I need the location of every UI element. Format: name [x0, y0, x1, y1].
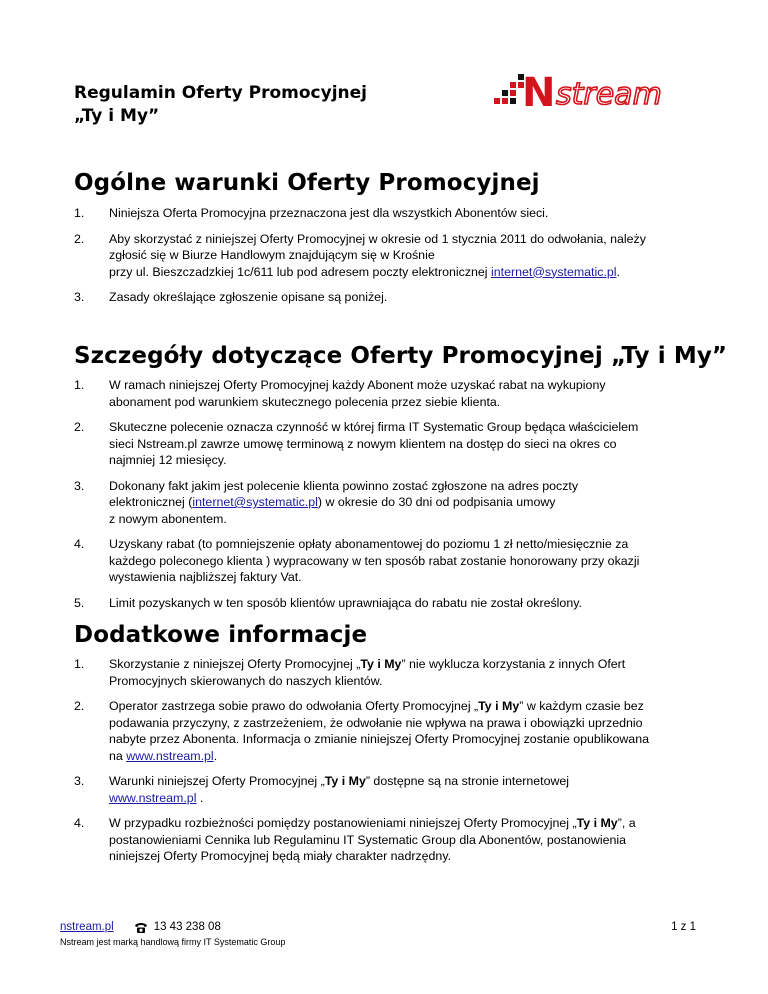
list-item: 4. W przypadku rozbieżności pomiędzy postanowieniami niniejszej Oferty Promocyjnej „Ty i My”, a postanowieniami Cennika lub Regulaminu IT Systematic Group dla Abonentów, postanowienia niniejszej Oferty Promocyjnej będą miały charakter nadrzędny.	[74, 816, 636, 863]
email-link[interactable]: internet@systematic.pl	[192, 495, 318, 509]
website-link[interactable]: www.nstream.pl	[126, 748, 214, 763]
list-item: 3. Dokonany fakt jakim jest polecenie klienta powinno zostać zgłoszone na adres poczty elektronicznej (internet@systematic.pl) w okresie do 30 dni od podpisania umowy z nowym abonentem.	[74, 478, 579, 526]
document-title-line1: Regulamin Oferty Promocyjnej	[74, 83, 368, 103]
list-item: 1. Skorzystanie z niniejszej Oferty Promocyjnej „Ty i My” nie wyklucza korzystania z innych Ofert Promocyjnych skierowanych do naszych klientów.	[74, 657, 626, 688]
list-details	[74, 377, 714, 620]
list-item: 2. Operator zastrzega sobie prawo do odwołania Oferty Promocyjnej „Ty i My” w każdym czasie bez podawania przyczyny, z zastrzeżeniem, że odwołanie nie wpływa na prawa i obowiązki uprzednio nabyte przez Abonenta. Informacja o zmianie niniejszej Oferty Promocyjnej zostanie opublikowana na www.nstream.pl.	[74, 699, 649, 763]
list-item: 2. Skuteczne polecenie oznacza czynność w której firma IT Systematic Group będąca właścicielem sieci Nstream.pl zawrze umowę terminową z nowym klientem na dostęp do sieci na okres co najmniej 12 miesięcy.	[74, 420, 639, 467]
list-item: 1. Niniejsza Oferta Promocyjna przeznaczona jest dla wszystkich Abonentów sieci.	[74, 206, 549, 220]
list-item: 3. Warunki niniejszej Oferty Promocyjnej „Ty i My” dostępne są na stronie internetowej www.nstream.pl .	[74, 774, 570, 805]
list-item: 5. Limit pozyskanych w ten sposób klientów uprawniająca do rabatu nie został określony.	[74, 595, 582, 610]
list-additional	[74, 656, 714, 874]
list-item: 2. Aby skorzystać z niniejszej Oferty Promocyjnej w okresie od 1 stycznia 2011 do odwołania, należy zgłosić się w Biurze Handlowym znajdującym się w Krośnie przy ul. Bieszczadzkiej 1c/611 lub pod adresem poczty elektronicznej internet@systematic.pl.	[74, 231, 646, 279]
logo-wordmark: stream	[556, 77, 662, 112]
list-item: 1. W ramach niniejszej Oferty Promocyjnej każdy Abonent może uzyskać rabat na wykupiony abonament pod warunkiem skutecznego polecenia przez siebie klienta.	[74, 378, 606, 409]
section-heading-additional: Dodatkowe informacje	[74, 622, 368, 648]
section-heading-details: Szczegóły dotyczące Oferty Promocyjnej „Ty i My”	[74, 343, 728, 369]
list-general	[74, 205, 714, 315]
footer	[60, 920, 285, 948]
page-number: 1 z 1	[671, 921, 696, 933]
footer-note: Nstream jest marką handlową firmy IT Systematic Group	[60, 937, 286, 947]
list-item: 3. Zasady określające zgłoszenie opisane są poniżej.	[74, 290, 388, 304]
document-title-line2: „Ty i My”	[74, 106, 160, 126]
document-title	[74, 82, 367, 128]
telephone-icon	[134, 922, 148, 934]
email-link[interactable]: internet@systematic.pl	[491, 264, 617, 279]
nstream-logo	[494, 70, 704, 116]
website-link[interactable]: www.nstream.pl	[109, 790, 197, 805]
footer-phone: 13 43 238 08	[153, 921, 221, 933]
logo-letter: N	[522, 70, 556, 116]
list-item: 4. Uzyskany rabat (to pomniejszenie opłaty abonamentowej do poziomu 1 zł netto/miesięcznie za każdego poleconego klienta ) wypracowany w ten sposób rabat zostanie honorowany przy okazji wystawienia najbliższej faktury Vat.	[74, 537, 640, 584]
footer-site-link[interactable]: nstream.pl	[60, 921, 114, 933]
logo-pixel-squares	[494, 74, 524, 104]
section-heading-general: Ogólne warunki Oferty Promocyjnej	[74, 170, 540, 196]
